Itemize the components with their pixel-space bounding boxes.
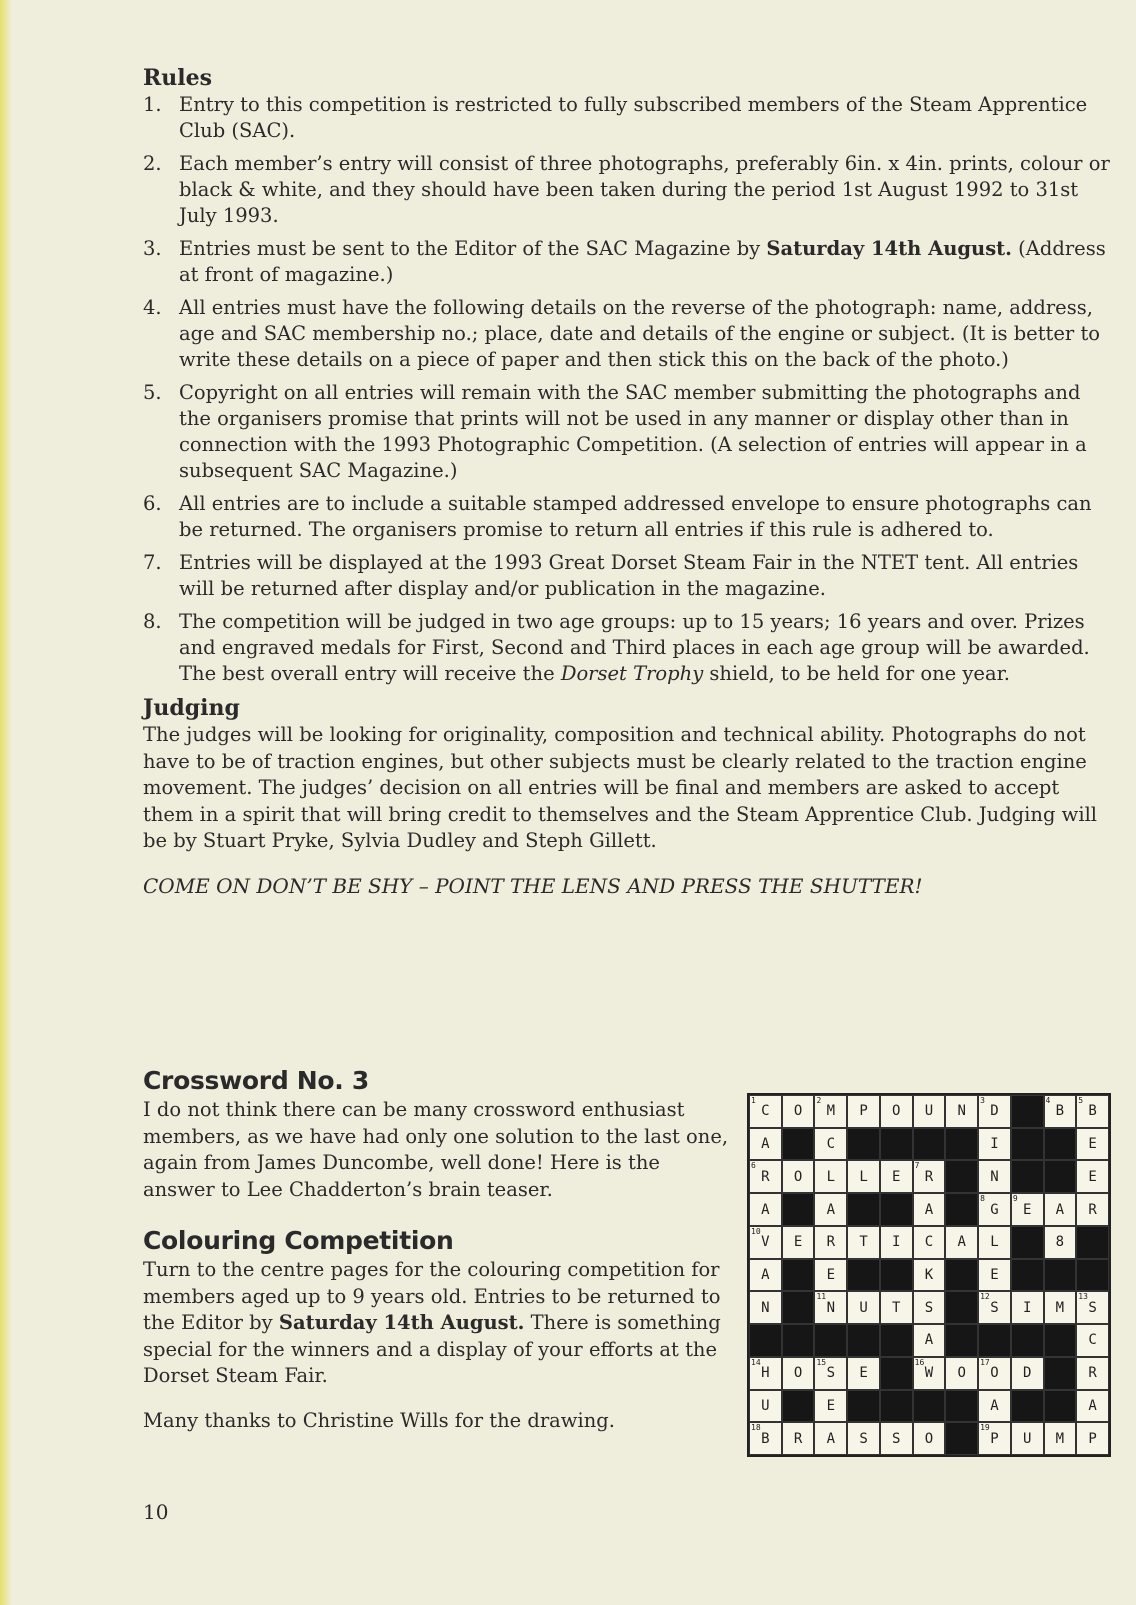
crossword-clue-number: 9 [1012,1194,1018,1204]
crossword-letter: V [761,1234,770,1251]
crossword-black-cell [1011,1324,1044,1357]
crossword-black-cell [1044,1128,1077,1161]
crossword-letter: E [826,1266,836,1283]
crossword-cell [913,1324,946,1357]
crossword-black-cell [945,1324,978,1357]
crossword-cell [814,1160,847,1193]
crossword-cell [1076,1357,1109,1390]
crossword-cell [1076,1095,1109,1128]
crossword-cell [945,1357,978,1390]
crossword-cell [978,1128,1011,1161]
rule-item [143,295,1115,373]
crossword-letter: A [1088,1397,1097,1414]
crossword-letter: E [990,1266,999,1283]
crossword-letter: O [990,1365,999,1382]
crossword-clue-number: 12 [980,1292,990,1302]
colouring-text-before: Turn to the centre pages for the colouring competition for members aged up to 9 years old. Entries to be returned to the Editor by [143,1258,721,1334]
slogan: COME ON DON’T BE SHY – POINT THE LENS AND PRESS THE SHUTTER! [143,873,923,898]
crossword-letter: M [1055,1430,1065,1447]
page-number: 10 [143,1500,169,1524]
crossword-letter: C [1088,1332,1097,1349]
crossword-cell [913,1193,946,1226]
crossword-black-cell [945,1128,978,1161]
crossword-letter: I [1022,1299,1032,1316]
crossword-cell [749,1095,782,1128]
crossword-letter: L [859,1168,868,1185]
crossword-letter: B [1055,1103,1065,1120]
crossword-cell [978,1357,1011,1390]
crossword-letter: D [990,1103,999,1120]
crossword-letter: B [1088,1103,1097,1120]
crossword-cell [847,1357,880,1390]
crossword-black-cell [880,1390,913,1423]
crossword-cell [913,1357,946,1390]
crossword-letter: A [761,1136,770,1153]
crossword-letter: G [990,1201,999,1218]
crossword-black-cell [782,1324,815,1357]
crossword-letter: B [761,1430,770,1447]
crossword-cell [945,1226,978,1259]
crossword-cell [814,1357,847,1390]
rule-number: 2. [143,152,162,175]
crossword-cell [1011,1422,1044,1455]
crossword-cell [1076,1160,1109,1193]
rule-item [143,380,1115,484]
crossword-black-cell [945,1390,978,1423]
crossword-grid [747,1093,1111,1457]
crossword-letter: R [793,1430,803,1447]
rules-heading: Rules [143,65,213,91]
crossword-black-cell [1044,1160,1077,1193]
rule-number: 1. [143,93,162,116]
crossword-cell [782,1422,815,1455]
crossword-letter: H [761,1365,770,1382]
rule-number: 8. [143,610,162,633]
crossword-letter: A [1055,1201,1065,1218]
rule-text-after: shield, to be held for one year. [703,662,1010,685]
crossword-cell [814,1128,847,1161]
crossword-cell [1011,1193,1044,1226]
crossword-black-cell [945,1291,978,1324]
crossword-letter: U [859,1299,868,1316]
crossword-letter: L [990,1234,999,1251]
crossword-letter: K [924,1266,934,1283]
crossword-black-cell [782,1291,815,1324]
crossword-black-cell [1044,1390,1077,1423]
rule-text: Entries will be displayed at the 1993 Great Dorset Steam Fair in the NTET tent. All entries will be returned after display and/or publication in the magazine. [179,551,1079,600]
rule-item [143,550,1115,602]
crossword-cell [1076,1128,1109,1161]
crossword-black-cell [749,1324,782,1357]
crossword-letter: E [826,1397,836,1414]
crossword-cell [978,1095,1011,1128]
crossword-cell [978,1390,1011,1423]
crossword-black-cell [1076,1226,1109,1259]
crossword-black-cell [1011,1226,1044,1259]
crossword-black-cell [1011,1128,1044,1161]
crossword-black-cell [1011,1095,1044,1128]
crossword-cell [847,1291,880,1324]
crossword-cell [1076,1422,1109,1455]
crossword-letter: O [793,1168,803,1185]
crossword-text: I do not think there can be many crossword enthusiast members, as we have had only one solution to the last one, again from James Duncombe, well done! Here is the answer to Lee Chadderton’s brain teaser. [143,1098,729,1201]
rule-text: Entry to this competition is restricted to fully subscribed members of the Steam Apprentice Club (SAC). [179,93,1088,142]
rule-number: 4. [143,296,162,319]
crossword-black-cell [814,1324,847,1357]
crossword-cell [978,1422,1011,1455]
crossword-cell [814,1422,847,1455]
judging-heading: Judging [143,695,240,721]
crossword-cell [880,1226,913,1259]
crossword-letter: O [793,1365,803,1382]
crossword-cell [847,1226,880,1259]
crossword-letter: O [793,1103,803,1120]
rule-text: Copyright on all entries will remain with the SAC member submitting the photographs and the organisers promise that prints will not be used in any manner or display other than in connection with the 1993 Photographic Competition. (A selection of entries will appear in a subsequent SAC Magazine.) [179,381,1087,482]
crossword-black-cell [1044,1357,1077,1390]
crossword-cell [749,1259,782,1292]
crossword-clue-number: 15 [816,1357,827,1367]
crossword-letter: N [990,1168,999,1185]
crossword-letter: 8 [1055,1234,1065,1251]
crossword-letter: N [957,1103,966,1120]
crossword-letter: A [924,1201,934,1218]
judging-text: The judges will be looking for originality, composition and technical ability. Photographs do not have to be of traction engines, but other subjects must be clearly related to the traction engine movement. The judges’ decision on all entries will be final and members are asked to accept them in a spirit that will bring credit to themselves and the Steam Apprentice Club. Judging will be by Stuart Pryke, Sylvia Dudley and Steph Gillett. [143,723,1098,852]
crossword-letter: A [826,1201,836,1218]
crossword-letter: E [1088,1136,1097,1153]
rule-text: The competition will be judged in two age groups: up to 15 years; 16 years and over. Prizes and engraved medals for First, Second and Third places in each age group will be awarded. The best overall entry will receive the [179,610,1090,685]
crossword-black-cell [945,1160,978,1193]
crossword-cell [1044,1095,1077,1128]
crossword-letter: S [892,1430,901,1447]
crossword-cell [978,1291,1011,1324]
crossword-letter: A [761,1266,770,1283]
crossword-cell [913,1259,946,1292]
crossword-letter: S [1088,1299,1097,1316]
crossword-black-cell [880,1357,913,1390]
crossword-letter: R [1088,1201,1097,1218]
crossword-letter: A [990,1397,999,1414]
crossword-clue-number: 14 [751,1357,761,1367]
crossword-cell [749,1291,782,1324]
crossword-clue-number: 10 [751,1226,761,1236]
crossword-cell [880,1095,913,1128]
crossword-cell [913,1095,946,1128]
crossword-black-cell [847,1259,880,1292]
crossword-black-cell [1076,1259,1109,1292]
crossword-black-cell [1011,1390,1044,1423]
crossword-clue-number: 19 [980,1423,990,1433]
crossword-cell [978,1259,1011,1292]
rule-number: 3. [143,237,162,260]
crossword-cell [1044,1226,1077,1259]
crossword-letter: E [892,1168,901,1185]
crossword-letter: R [924,1168,934,1185]
crossword-letter: C [761,1103,770,1120]
rule-text-after: (Address at front of magazine.) [179,237,1106,286]
crossword-letter: O [957,1365,966,1382]
crossword-clue-number: 4 [1045,1096,1051,1105]
crossword-black-cell [1044,1324,1077,1357]
crossword-black-cell [880,1259,913,1292]
crossword-letter: L [826,1168,836,1185]
rule-item [143,92,1115,144]
crossword-cell [1076,1193,1109,1226]
crossword-letter: P [1088,1430,1097,1447]
rule-text: All entries must have the following details on the reverse of the photograph: name, address, age and SAC membership no.; place, date and details of the engine or subject. (It is better to write these details on a piece of paper and then stick this on the back of the photo.) [179,296,1101,371]
crossword-heading: Crossword No. 3 [143,1066,370,1095]
crossword-cell [847,1095,880,1128]
crossword-letter: A [761,1201,770,1218]
crossword-clue-number: 3 [980,1096,985,1105]
crossword-cell [1076,1324,1109,1357]
crossword-letter: O [892,1103,901,1120]
crossword-black-cell [782,1259,815,1292]
crossword-letter: S [990,1299,999,1316]
rule-number: 7. [143,551,162,574]
rule-deadline: Saturday 14th August. [766,237,1012,260]
crossword-cell [814,1095,847,1128]
crossword-clue-number: 7 [914,1161,920,1171]
crossword-letter: S [826,1365,836,1382]
crossword-black-cell [880,1193,913,1226]
crossword-cell [749,1390,782,1423]
crossword-cell [880,1291,913,1324]
crossword-black-cell [1011,1160,1044,1193]
crossword-cell [913,1422,946,1455]
crossword-black-cell [978,1324,1011,1357]
crossword-clue-number: 8 [980,1194,985,1204]
crossword-cell [880,1160,913,1193]
crossword-letter: S [924,1299,934,1316]
crossword-cell [1044,1291,1077,1324]
crossword-cell [782,1357,815,1390]
crossword-letter: I [892,1234,901,1251]
rule-item [143,491,1115,543]
crossword-letter: U [761,1397,770,1414]
crossword-letter: U [1022,1430,1032,1447]
crossword-cell [913,1226,946,1259]
crossword-letter: U [924,1103,934,1120]
crossword-letter: R [761,1168,770,1185]
crossword-letter: N [826,1299,836,1316]
crossword-cell [782,1226,815,1259]
crossword-clue-number: 1 [751,1096,756,1105]
crossword-black-cell [847,1324,880,1357]
crossword-letter: M [826,1103,836,1120]
crossword-cell [880,1422,913,1455]
crossword-letter: N [761,1299,770,1316]
crossword-black-cell [847,1193,880,1226]
crossword-cell [978,1226,1011,1259]
crossword-cell [749,1193,782,1226]
crossword-letter: E [793,1234,803,1251]
crossword-cell [978,1193,1011,1226]
rules-list [143,92,1115,687]
crossword-letter: S [859,1430,868,1447]
crossword-black-cell [913,1128,946,1161]
rule-number: 6. [143,492,162,515]
trophy-name: Dorset Trophy [560,662,704,685]
crossword-black-cell [1044,1259,1077,1292]
crossword-black-cell [913,1390,946,1423]
crossword-clue-number: 17 [980,1357,990,1367]
crossword-cell [913,1160,946,1193]
crossword-clue-number: 16 [914,1357,925,1367]
lower-left-column [143,1065,733,1434]
rule-text: Each member’s entry will consist of three photographs, preferably 6in. x 4in. prints, colour or black & white, and they should have been taken during the period 1st August 1992 to 31st July 1993. [179,152,1110,227]
crossword-cell [1044,1193,1077,1226]
colouring-text-after: There is something special for the winners and a display of your efforts at the Dorset Steam Fair. [143,1311,721,1387]
crossword-cell [782,1160,815,1193]
crossword-black-cell [880,1128,913,1161]
crossword-cell [847,1422,880,1455]
crossword-letter: M [1055,1299,1065,1316]
crossword-cell [782,1095,815,1128]
crossword-black-cell [782,1128,815,1161]
crossword-cell [814,1193,847,1226]
crossword-letter: A [826,1430,836,1447]
crossword-cell [913,1291,946,1324]
crossword-black-cell [1011,1259,1044,1292]
crossword-cell [749,1226,782,1259]
crossword-clue-number: 18 [751,1423,761,1433]
crossword-clue-number: 5 [1078,1096,1084,1105]
crossword-cell [814,1259,847,1292]
main-column [143,64,1115,899]
rule-text: All entries are to include a suitable stamped addressed envelope to ensure photographs can be returned. The organisers promise to return all entries if this rule is adhered to. [179,492,1092,541]
crossword-cell [814,1226,847,1259]
crossword-letter: W [924,1365,934,1382]
crossword-black-cell [847,1390,880,1423]
crossword-black-cell [945,1193,978,1226]
crossword-letter: C [826,1136,836,1153]
crossword-letter: T [859,1234,868,1251]
crossword-black-cell [847,1128,880,1161]
rule-item [143,609,1115,687]
crossword-cell [814,1291,847,1324]
crossword-letter: A [924,1332,934,1349]
crossword-clue-number: 6 [751,1161,756,1171]
crossword-letter: E [859,1365,868,1382]
crossword-cell [1044,1422,1077,1455]
rule-item [143,151,1115,229]
crossword-cell [1011,1357,1044,1390]
crossword-letter: A [957,1234,966,1251]
colouring-heading: Colouring Competition [143,1226,454,1255]
rule-number: 5. [143,381,162,404]
crossword-black-cell [880,1324,913,1357]
crossword-cell [1011,1291,1044,1324]
crossword-letter: I [990,1136,999,1153]
rule-item [143,236,1115,288]
crossword-letter: E [1022,1201,1032,1218]
crossword-letter: P [990,1430,999,1447]
colouring-text [143,1257,733,1390]
crossword-black-cell [945,1259,978,1292]
crossword-letter: E [1088,1168,1097,1185]
thanks-text: Many thanks to Christine Wills for the drawing. [143,1408,615,1432]
crossword-clue-number: 13 [1078,1292,1088,1302]
crossword-cell [1076,1390,1109,1423]
crossword-letter: P [859,1103,868,1120]
crossword-black-cell [782,1390,815,1423]
crossword-cell [749,1160,782,1193]
rule-text: Entries must be sent to the Editor of the SAC Magazine by [179,237,767,260]
colouring-deadline: Saturday 14th August. [278,1311,525,1334]
crossword-letter: R [826,1234,836,1251]
page-edge [0,0,12,1605]
crossword-cell [749,1128,782,1161]
crossword-black-cell [945,1422,978,1455]
crossword-black-cell [782,1193,815,1226]
crossword-cell [1076,1291,1109,1324]
crossword-letter: O [924,1430,934,1447]
crossword-cell [749,1422,782,1455]
crossword-letter: T [892,1299,901,1316]
crossword-cell [978,1160,1011,1193]
crossword-clue-number: 2 [816,1096,822,1105]
crossword-letter: R [1088,1365,1097,1382]
crossword-letter: C [924,1234,934,1251]
crossword-cell [749,1357,782,1390]
crossword-cell [847,1160,880,1193]
crossword-clue-number: 11 [816,1292,827,1302]
crossword-cell [945,1095,978,1128]
crossword-letter: D [1022,1365,1032,1382]
crossword-cell [814,1390,847,1423]
